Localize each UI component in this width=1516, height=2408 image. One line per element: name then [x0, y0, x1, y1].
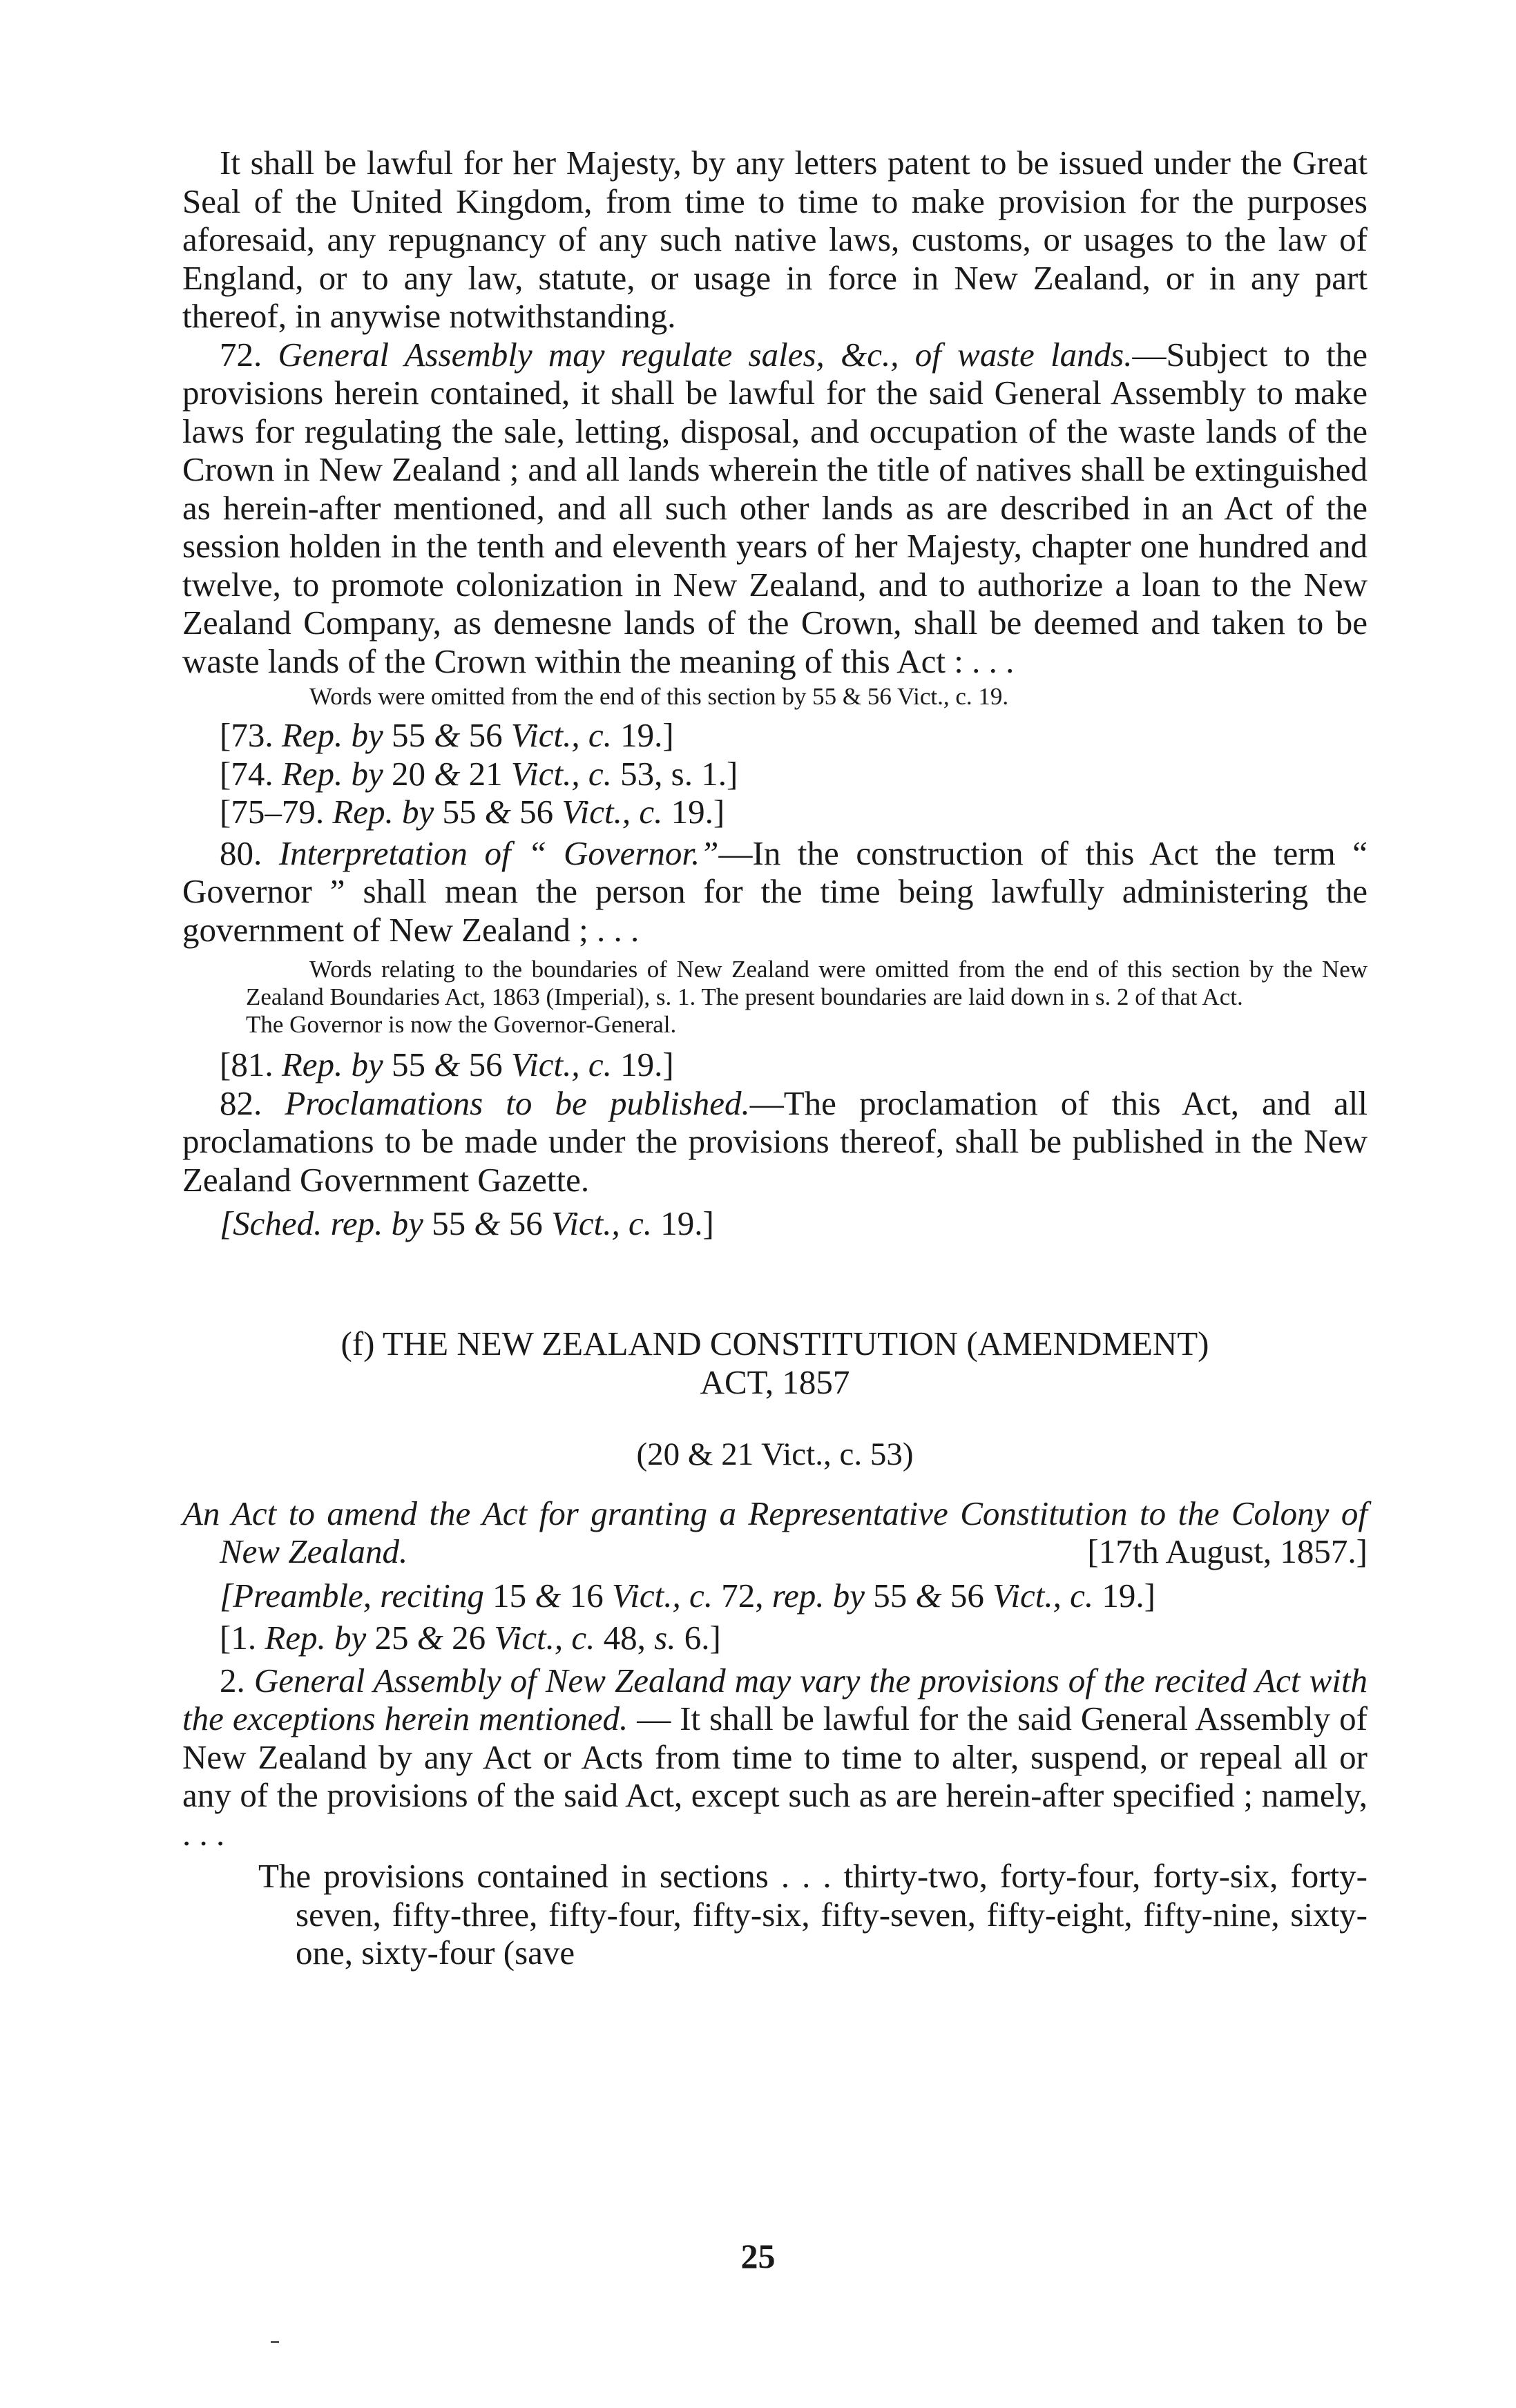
act-title-year: ACT, 1857: [700, 1362, 850, 1401]
repealed-section: [74. Rep. by 20 & 21 Vict., c. 53, s. 1.]: [220, 754, 738, 793]
section-2: 2. General Assembly of New Zealand may vary the provisions of the recited Act with the exceptions herein mentioned. — It shall be lawful for the said General Assembly of New Zealand by any Act or Acts from time to time to alter, suspend, or repeal all or any of the provisions of the said Act, except such as are herein-after specified ; namely, . . .: [182, 1661, 1368, 1853]
act-heading: [182, 1325, 1368, 1402]
repealed-section: [73. Rep. by 55 & 56 Vict., c. 19.]: [220, 716, 674, 754]
repealed-section: [81. Rep. by 55 & 56 Vict., c. 19.]: [220, 1046, 674, 1083]
section-heading: Interpretation of “ Governor.”: [278, 834, 719, 872]
section-number: 72.: [220, 335, 278, 374]
act-citation: (20 & 21 Vict., c. 53): [636, 1436, 914, 1472]
section-body: —In the construction of this Act the term “ Governor ” shall mean the person for the time being lawfully administering the government of New Zealand ; . . .: [182, 834, 1368, 949]
section-heading: Proclamations to be published.: [285, 1083, 750, 1122]
repealed-sections: [182, 716, 1368, 831]
page-body: [182, 144, 1368, 1972]
editorial-note: The Governor is now the Governor-General.: [246, 1011, 677, 1038]
page-number: 25: [740, 2237, 776, 2275]
act-title: (f) THE NEW ZEALAND CONSTITUTION (AMENDMENT): [340, 1324, 1209, 1362]
repealed-section: [75–79. Rep. by 55 & 56 Vict., c. 19.]: [220, 793, 725, 831]
preamble: [Preamble, reciting 15 & 16 Vict., c. 72, rep. by 55 & 56 Vict., c. 19.]: [220, 1576, 1155, 1615]
long-title: An Act to amend the Act for granting a Representative Constitution to the Colony of New Zealand. [17th August, 1857.]: [182, 1494, 1368, 1570]
editorial-note: Words relating to the boundaries of New Zealand were omitted from the end of this section by the New Zealand Boundaries Act, 1863 (Imperial), s. 1. The present boundaries are laid down in s. 2 of that Act.: [246, 956, 1368, 1010]
section-heading: General Assembly may regulate sales, &c., of waste lands.: [278, 335, 1133, 374]
section-72: [182, 336, 1368, 681]
printer-mark: [271, 2341, 279, 2343]
excepted-provisions: The provisions contained in sections . . . thirty-two, forty-four, forty-six, forty-seven, fifty-three, fifty-four, fifty-six, fifty-seven, fifty-eight, fifty-nine, sixty-one, sixty-four (save: [258, 1857, 1368, 1972]
section-body: —Subject to the provisions herein contained, it shall be lawful for the said General Assembly to make laws for regulating the sale, letting, disposal, and occupation of the waste lands of the Crown in New Zealand ; and all lands wherein the title of natives shall be extinguished as herein-after mentioned, and all such other lands as are described in an Act of the session holden in the tenth and eleventh years of her Majesty, chapter one hundred and twelve, to promote colonization in New Zealand, and to authorize a loan to the New Zealand Company, as demesne lands of the Crown, shall be deemed and taken to be waste lands of the Crown within the meaning of this Act : . . .: [182, 335, 1368, 680]
section-80: 80. Interpretation of “ Governor.”—In the construction of this Act the term “ Governor ” shall mean the person for the time being lawfully administering the government of New Zealand ; . . .: [182, 834, 1368, 949]
repealed-section: [1. Rep. by 25 & 26 Vict., c. 48, s. 6.]: [220, 1619, 721, 1657]
section-body: — It shall be lawful for the said General Assembly of New Zealand by any Act or Acts from time to time to alter, suspend, or repeal all or any of the provisions of the said Act, except such as are herein-after specified ; namely, . . .: [182, 1699, 1368, 1853]
section-body: —The proclamation of this Act, and all proclamations to be made under the provisions thereof, shall be published in the New Zealand Government Gazette.: [182, 1083, 1368, 1199]
section-heading: General Assembly of New Zealand may vary the provisions of the recited Act with the exceptions herein mentioned.: [182, 1661, 1368, 1737]
assent-date: [17th August, 1857.]: [1087, 1532, 1368, 1570]
editorial-note: Words were omitted from the end of this section by 55 & 56 Vict., c. 19.: [309, 683, 1009, 710]
section-71-continuation: It shall be lawful for her Majesty, by any letters patent to be issued under the Great Seal of the United Kingdom, from time to time to make provision for the purposes aforesaid, any repugnancy of any such native laws, customs, or usages to the law of England, or to any law, statute, or usage in force in New Zealand, or in any part thereof, in anywise notwithstanding.: [182, 144, 1368, 335]
section-82: 82. Proclamations to be published.—The proclamation of this Act, and all proclamations to be made under the provisions thereof, shall be published in the New Zealand Government Gazette.: [182, 1083, 1368, 1199]
schedule-repealed: [Sched. rep. by 55 & 56 Vict., c. 19.]: [220, 1204, 714, 1242]
